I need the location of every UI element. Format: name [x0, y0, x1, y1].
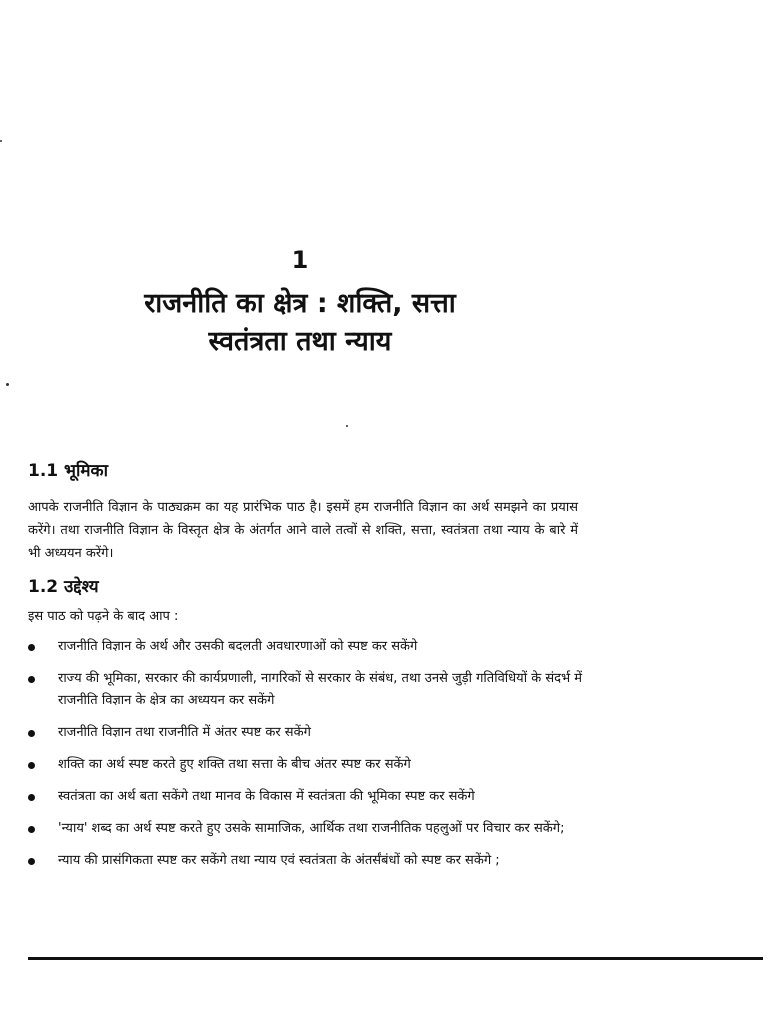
scan-speck — [0, 140, 2, 142]
scan-speck — [6, 383, 9, 386]
bullet-icon — [28, 676, 35, 683]
objective-text: राजनीति विज्ञान के अर्थ और उसकी बदलती अवधारणाओं को स्पष्ट कर सकेंगे — [58, 639, 418, 654]
objective-item — [28, 850, 588, 872]
objective-item — [28, 818, 588, 840]
chapter-title-line-2: स्वतंत्रता तथा न्याय — [208, 326, 392, 357]
objective-text: न्याय की प्रासंगिकता स्पष्ट कर सकेंगे तथा न्याय एवं स्वतंत्रता के अंतर्संबंधों को स्पष्ट कर सकेंगे ; — [58, 853, 500, 868]
bullet-icon — [28, 794, 35, 801]
chapter-title-line-1: राजनीति का क्षेत्र : शक्ति, सत्ता — [144, 288, 456, 319]
bullet-icon — [28, 644, 35, 651]
bullet-icon — [28, 858, 35, 865]
objective-item — [28, 754, 588, 776]
objective-text: शक्ति का अर्थ स्पष्ट करते हुए शक्ति तथा सत्ता के बीच अंतर स्पष्ट कर सकेंगे — [58, 757, 411, 772]
bullet-icon — [28, 826, 35, 833]
bullet-icon — [28, 762, 35, 769]
objectives-lead: इस पाठ को पढ़ने के बाद आप : — [28, 609, 179, 624]
scan-speck — [346, 425, 348, 427]
bullet-icon — [28, 730, 35, 737]
objective-text: 'न्याय' शब्द का अर्थ स्पष्ट करते हुए उसके सामाजिक, आर्थिक तथा राजनीतिक पहलुओं पर विचार कर सकेंगे; — [58, 821, 565, 836]
objective-item — [28, 786, 588, 808]
introduction-paragraph: आपके राजनीति विज्ञान के पाठ्यक्रम का यह प्रारंभिक पाठ है। इसमें हम राजनीति विज्ञान का अर्थ समझने का प्रयास करेंगे। तथा राजनीति विज्ञान के विस्तृत क्षेत्र के अंतर्गत आने वाले तत्वों से शक्ति, सत्ता, स्वतंत्रता तथा न्याय के बारे में भी अध्ययन करेंगे। — [28, 500, 578, 561]
objective-text: राजनीति विज्ञान तथा राजनीति में अंतर स्पष्ट कर सकेंगे — [58, 725, 311, 740]
objective-text: स्वतंत्रता का अर्थ बता सकेंगे तथा मानव के विकास में स्वतंत्रता की भूमिका स्पष्ट कर सकेंगे — [58, 789, 475, 804]
objective-item — [28, 668, 588, 712]
objectives-list — [28, 636, 588, 882]
objective-text: राज्य की भूमिका, सरकार की कार्यप्रणाली, नागरिकों से सरकार के संबंध, तथा उनसे जुड़ी गतिविधियों के संदर्भ में राजनीति विज्ञान के क्षेत्र का अध्ययन कर सकेंगे — [58, 671, 583, 708]
bottom-rule — [28, 957, 763, 960]
objective-item — [28, 722, 588, 744]
objective-item — [28, 636, 588, 658]
chapter-number: 1 — [291, 246, 309, 274]
section-heading-introduction: 1.1 भूमिका — [28, 461, 109, 481]
section-heading-objectives: 1.2 उद्देश्य — [28, 577, 99, 597]
